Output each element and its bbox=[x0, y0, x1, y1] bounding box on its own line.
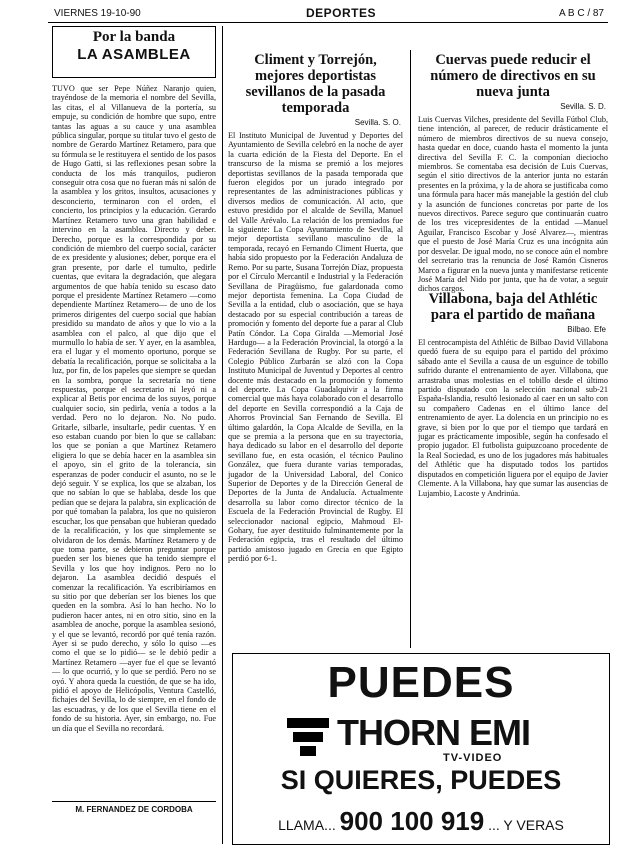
ad-brand-subtitle: TV-VIDEO bbox=[443, 752, 503, 764]
thorn-emi-logo-icon bbox=[287, 718, 329, 756]
page-reference: A B C / 87 bbox=[558, 8, 604, 19]
article-author: Sevilla. S. D. bbox=[560, 102, 606, 111]
article-headline: Villabona, baja del Athlétic para el partido de mañana bbox=[428, 291, 598, 323]
column-byline: M. FERNANDEZ DE CORDOBA bbox=[52, 801, 216, 814]
article-author: Sevilla. S. O. bbox=[354, 118, 401, 127]
article-headline: Climent y Torrejón, mejores deportistas sevillanos de la pasada temporada bbox=[245, 52, 386, 116]
article-climent-torrejon bbox=[228, 52, 403, 652]
article-body: El Instituto Municipal de Juventud y Deportes del Ayuntamiento de Sevilla celebró en la noche de ayer la cuarta edición de la Fiesta del Deporte. En el transcurso de la misma se premió a los mejores deportistas sevillanos de la pasada temporada que fueron elegidos por un jurado integrado por representantes de las administraciones públicas y diversos medios de comunicación. Al acto, que estuvo presidido por el alcalde de Sevilla, Manuel del Valle Arévalo. La relación de los premiados fue la siguiente: La Copa Ayuntamiento de Sevilla, al mejor deportista sevillano masculino de la temporada, recayó en Fernando Climent Huerta, que había sido propuesto por la Federación Andaluza de Remo. Por su parte, Susana Torrejón Díaz, propuesta por el Círculo Mercantil e Industrial y la Federación Sevillana de Piragüismo, fue galardonada como mejor deportista femenina. La Copa Ciudad de Sevilla a la entidad, club o asociación, que se haya destacado por su especial contribución a tareas de promoción y fomento del deporte fue a parar al Club Patín Cóndor. La Copa Giralda —Memorial José Hardugo— a la Federación Provincial, la otorgó a la Federación Sevillana de Rugby. Por su parte, el Colegio Público Zurbarán se alzó con la Copa Instituto Municipal de Juventud y Deportes al centro docente más destacado en la promoción y fomento del deporte. La Copa Guadalquivir a la firma comercial que más haya colaborado con el desarrollo del deporte en Sevilla correspondió a la Caja de Ahorros Provincial San Fernando de Sevilla. El último galardón, la Copa Alcalde de Sevilla, en la que se premia a la persona que en su trayectoria, haya dedicado su labor en el desarrollo del deporte sevillano fue, en esta ocasión, el técnico Paulino González, que fuera durante varias temporadas, jugador de la Universidad Laboral, del Conico Superior de Deportes y de la Dirección General de Deportes de la Junta de Andalucía. Actualmente desarrolla su labor como director técnico de la Escuela de la Federación Provincial de Rugby. El seleccionador nacional egipcio, Mahmoud El-Gohary, fue ayer destituido fulminantemente por la Federación egipcia, tras el resultado del último partido amistoso jugado en Grecia en que Egipto perdió por 6-1. bbox=[228, 131, 403, 564]
column-divider bbox=[410, 50, 411, 648]
ad-call-suffix: ... Y VERAS bbox=[488, 817, 564, 833]
thorn-emi-advertisement bbox=[232, 653, 610, 845]
column-kicker: Por la banda bbox=[92, 29, 176, 45]
article-author: Bilbao. Efe bbox=[567, 325, 606, 334]
section-title: DEPORTES bbox=[306, 6, 377, 20]
ad-slogan: SI QUIERES, PUEDES bbox=[280, 765, 562, 795]
article-body: Luis Cuervas Vilches, presidente del Sevilla Fútbol Club, tiene intención, al parecer, de reducir drásticamente el número de miembros directivos de su nueva consejo, hasta quedar en doce, cuando hasta el momento la junta directiva del Sevilla F. C. la componían dieciocho miembros. Se comentaba esa decisión de Luis Cuervas, según el sitio directivos de la anterior junta no estarán presentes en la próxima, y la de ahora se justificaba como una fórmula para hacer más manejable la gestión del club y la asunción de funciones concretas por parte de los nuevos directivos. Parece seguro que continuarán cuatro de los tres vicepresidentes de la entidad —Manuel Aguilar, Francisco Escobar y José Alvarez—, mientras que el puesto de José María Cruz es una incógnita aún por desvelar. De igual modo, no se conoce aún el nombre del secretario tras la renuncia de José Ramón Cisneros Marco a figurar en la nueva junta y manifestarse reticente José María del Nido por junta, que ha de votar, a seguir dichos cargos. bbox=[418, 115, 608, 294]
ad-phone-number: 900 100 919 bbox=[339, 806, 485, 836]
article-body: El centrocampista del Athlétic de Bilbao David Villabona quedó fuera de su equipo para el partido del próximo sábado ante el Sevilla a causa de un esguince de tobillo sufrido durante el entrenamiento de ayer. Villabona, que arrastraba unas molestias en el tobillo desde el último partido disputado con la selección nacional sub-21 España-Islandia, resultó lesionado al caer en un salto con su compañero Cadenas en el último lance del entrenamiento de ayer. La dolencia en un principio no es grave, si bien por lo que por el tiempo que tardará en jugar es prácticamente imposible, según ha confesado el propio jugador. El futbolista guipuzcoano procedente de la Real Sociedad, es uno de los jugadores más habituales del Athlétic que ha disputado todos los partidos disputados en competición liguera por el equipo de Javier Clemente. A la Villabona, hay que sumar las ausencias de Lujambio, Lacoste y Andrinúa. bbox=[418, 338, 608, 498]
ad-brand: THORN EMI bbox=[337, 712, 530, 753]
articles-right-column bbox=[418, 52, 608, 652]
column-por-la-banda bbox=[52, 26, 216, 826]
page-header bbox=[48, 6, 608, 23]
ad-call-line bbox=[233, 806, 609, 837]
page-date: VIERNES 19-10-90 bbox=[54, 8, 141, 19]
column-body: TUVO que ser Pepe Núñez Naranjo quien, trayéndose de la memoria el nombre del Sevilla, las citas, el al Villanueva de la portería, su empuje, su condición de hombre que supo, entre tantas las aguas a su cauce y una asamblea pública singular, porque su titular tuvo el gesto de nombre de Gerardo Martínez Retamero, para que su fórmula se le restituyera el sentido de los pasos de Hugo Gatti, si las reflexiones pesan sobre la conducta de los más tranquilos, pudieron conseguir otra cosa que no fueran más ni salón de la asamblea y los gritos, insultos, acusaciones y desconcierto, terminaron con el orden, el concierto, los principios y la educación. Gerardo Martínez Retamero tuvo una gran habilidad e intervino en la asamblea. Directo y deber. Derecho, porque es la correspondida por su condición de miembro del cuerpo social, carácter de ex presidente y alusiones; deber, porque era el gran presente, por darle el tumulto, pedirle cuentas, que evitara la degradación, que alegara argumentos de que había tenido su escaso dato porque el presidente Martínez Retamero —como dependiente Martínez Retamero— de uno de los primeros dirigentes del cuerpo social que habían presidido su mandato de años y que lo vio a la asamblea con el palco, al que dijo que el murmullo lo había de ser. Y ayer, en la asamblea, era el lugar y el momento oportuno, porque se debatía la recalificación, porque se solicitaba a la luz, por fin, de los papeles que siempre se quedan en la sombra, porque la secretaría no tiene respuestas, porque el secretario ni leyó ni a explicar al Betis por encima de los suyos, porque cualquier socio, sin pedirla, venía a todos a la verdad. Pero no lo dejaron. No. No pudo. Gritarle, silbarle, insultarle, pedir cuentas. Y en eso estaban cuando por bien lo que se callaban: los que se ponían a que Martínez Retamero eligiera lo que se debía hacer en la asamblea sin el apoyo, sin el grito de la tolerancia, sin esperanzas de poder conducir el asunto, no se le dejó seguir. Y se explica, los que se alzaban, los que no sabían lo que se hablaba, desde los que pedían que se dejara la palabra, sin explicación de por qué tomaban la palabra, los que no quisieron escuchar, los que pensaban que hubieran quedado de la recalificación, y los que simplemente se olvidaron de los demás. Martínez Retamero y de que toma parte, se debieron preguntar porque pueden ser los bienes que ha tenido siempre el Sevilla y los que hoy indignos. Pero no lo dejaron. La asamblea decidió después el comenzar la recalificación. Ya escribiríamos en su sitio por que deberían ser los bienes los que queden en la sombra. Así lo han hecho. No lo pudieron hacer antes, ni en otro sitio, sino en la asamblea de anoche, porque la asamblea sesionó, y el que se levantó, recordó por qué tenía razón. Ayer si se pudo derecho, y sólo lo quiso —es como el que se lo pidió— se le debió pedir a Martínez Retamero —ayer fue el que se levantó— lo que ocurrió, y lo que se perdió. Pero no se oyó. Y ahora queda la cuestión, de que se ha ido, pidió el apoyo de Helicópolis, Ventura Castelló, fichajes del Sevilla, lo de siempre, en el fondo de las escuadras, y de los que el Sevilla tiene en el fondo de su historia. Ayer, sin embargo, no. Fue un día que el Sevilla no recordará. bbox=[52, 84, 216, 733]
ad-call-prefix: LLAMA... bbox=[278, 817, 336, 833]
column-title-box bbox=[52, 26, 216, 78]
ad-headline: PUEDES bbox=[327, 658, 515, 707]
column-title: LA ASAMBLEA bbox=[77, 46, 191, 63]
article-headline: Cuervas puede reducir el número de directivos en su nueva junta bbox=[430, 52, 596, 100]
column-divider bbox=[222, 26, 223, 844]
